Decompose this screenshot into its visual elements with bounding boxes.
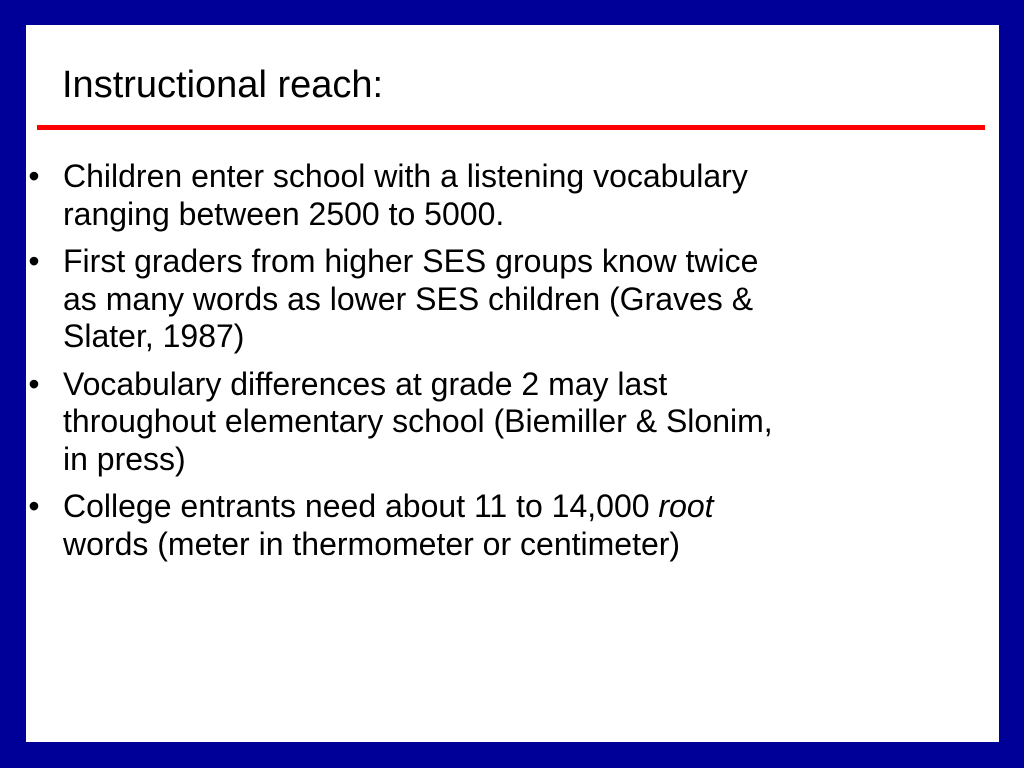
bullet-text-line: Children enter school with a listening vocabulary (63, 158, 748, 194)
bullet-text-line: in press) (63, 440, 186, 477)
bullet-item-grade-2-differences (26, 366, 966, 479)
bullet-text-line: Slater, 1987) (63, 318, 245, 354)
bullet-item-vocabulary-entry (26, 158, 966, 233)
bullet-item-college-entrants (26, 488, 966, 563)
bullet-text-line: throughout elementary school (Biemiller & Slonim, (63, 403, 773, 439)
bullet-text-line: Vocabulary differences at grade 2 may last (63, 365, 668, 402)
bullet-icon: • (28, 243, 40, 279)
bullet-text-line: as many words as lower SES children (Graves & (63, 280, 754, 317)
bullet-text-line: words (meter in thermometer or centimeter) (63, 525, 681, 562)
bullet-item-ses-groups (26, 243, 966, 356)
bullet-icon: • (28, 158, 40, 194)
title-divider (37, 125, 985, 130)
bullet-text-line: ranging between 2500 to 5000. (63, 195, 505, 232)
bullet-text-line (63, 488, 966, 526)
emphasized-word: root (658, 488, 714, 524)
bullet-icon: • (28, 365, 40, 402)
slide-title: Instructional reach: (62, 64, 384, 106)
bullet-text-line: First graders from higher SES groups know twice (63, 243, 759, 279)
slide-canvas (26, 25, 999, 742)
bullet-text-segment: College entrants need about 11 to 14,000 (63, 488, 659, 524)
bullet-icon: • (28, 488, 40, 524)
bullet-list (26, 158, 966, 573)
